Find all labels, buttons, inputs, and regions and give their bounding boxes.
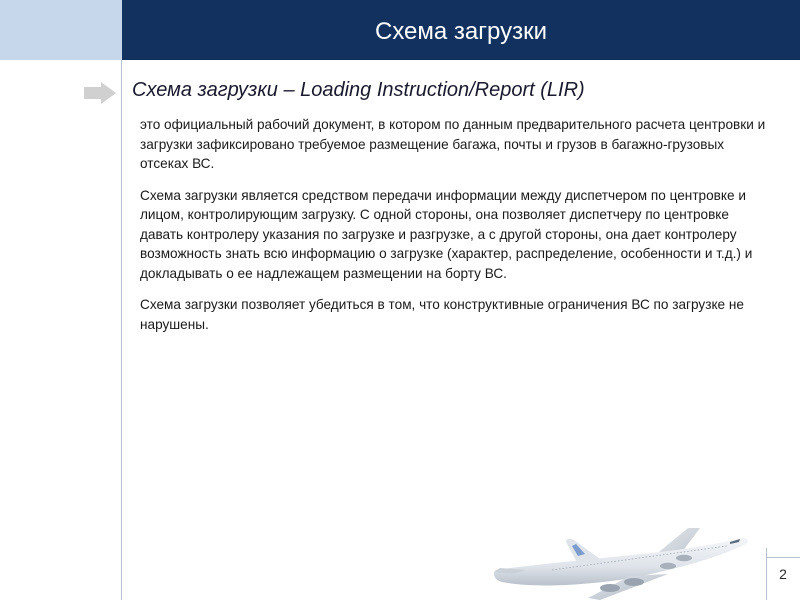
section-subtitle: Схема загрузки – Loading Instruction/Report (LIR)	[132, 79, 585, 101]
page-number-divider-vertical	[766, 548, 767, 600]
page-number-divider-horizontal	[766, 557, 800, 558]
body-text	[140, 115, 772, 346]
paragraph-communication: Схема загрузки является средством передачи информации между диспетчером по центровке и лицом, контролирующим загрузку. С одной стороны, она позволяет диспетчеру по центровке давать контролеру указания по загрузке и разгрузке, а с другой стороны, она дает контролеру возможность знать всю информацию о загрузке (характер, распределение, особенности и т.д.) и докладывать о ее надлежащем размещении на борту ВС.	[140, 187, 753, 281]
slide-title: Схема загрузки	[374, 18, 548, 45]
paragraph-constraints: Схема загрузки позволяет убедиться в том, что конструктивные ограничения ВС по загрузке не нарушены.	[140, 297, 744, 332]
airplane-icon	[492, 508, 750, 600]
page-number: 2	[779, 566, 787, 582]
arrow-right-icon	[84, 82, 116, 104]
paragraph-definition: это официальный рабочий документ, в котором по данным предварительного расчета центровки и загрузки зафиксировано требуемое размещение багажа, почты и грузов в багажно-грузовых отсеках ВС.	[140, 117, 766, 171]
header-left-block	[0, 0, 122, 60]
left-divider-line	[121, 60, 122, 600]
